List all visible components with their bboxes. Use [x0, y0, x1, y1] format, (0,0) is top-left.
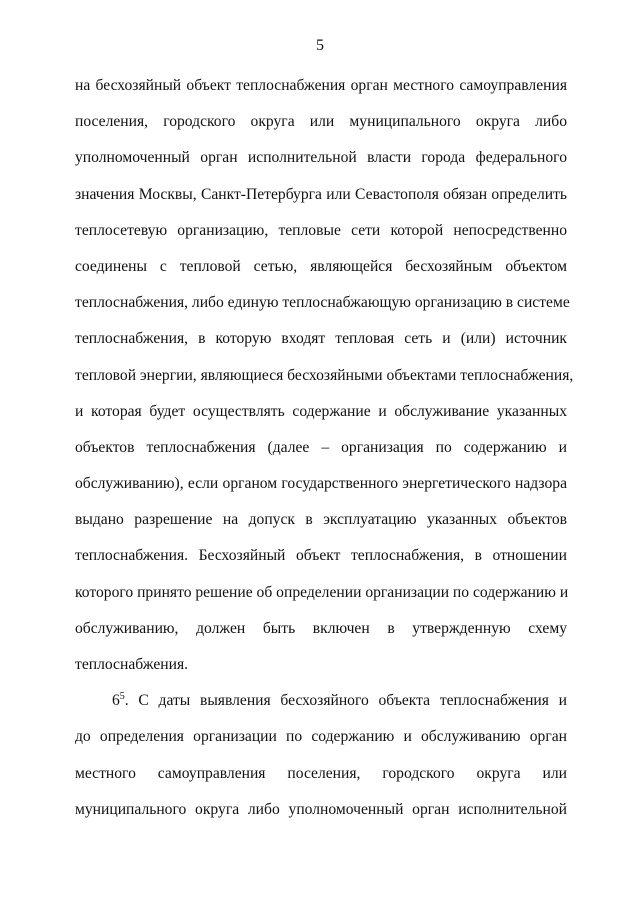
text-line: тепловой энергии, являющиеся бесхозяйными объектами теплоснабжения,: [75, 366, 574, 384]
text-line: теплоснабжения.: [75, 656, 189, 673]
text-line: поселения, городского округа или муниципального округа либо: [75, 113, 567, 131]
text-line: до определения организации по содержанию и обслуживанию орган: [75, 728, 567, 746]
document-body: [75, 68, 574, 828]
text-line: и которая будет осуществлять содержание и обслуживание указанных: [75, 402, 567, 420]
text-line: значения Москвы, Санкт-Петербурга или Севастополя обязан определить: [75, 185, 567, 203]
text-line: теплоснабжения. Бесхозяйный объект теплоснабжения, в отношении: [75, 547, 567, 565]
paragraph-1: [75, 68, 574, 683]
text-line: уполномоченный орган исполнительной власти города федерального: [75, 149, 567, 167]
text-line: обслуживанию, должен быть включен в утвержденную схему: [75, 619, 567, 637]
clause-number: 6: [112, 692, 120, 710]
text-line: обслуживанию), если органом государственного энергетического надзора: [75, 475, 567, 493]
text-line: которого принято решение об определении организации по содержанию и: [75, 583, 569, 601]
clause-number-superscript: 5: [119, 691, 125, 703]
text-line: объектов теплоснабжения (далее – организация по содержанию и: [75, 438, 567, 456]
text-line: местного самоуправления поселения, городского округа или: [75, 764, 567, 782]
text-line: теплоснабжения, либо единую теплоснабжающую организацию в системе: [75, 294, 570, 312]
text-line: муниципального округа либо уполномоченный орган исполнительной: [75, 800, 567, 818]
clause-text: . С даты выявления бесхозяйного объекта теплоснабжения и: [124, 692, 567, 710]
text-line: соединены с тепловой сетью, являющейся бесхозяйным объектом: [75, 257, 567, 275]
paragraph-first-line: [75, 683, 567, 719]
paragraph-2: [75, 683, 567, 828]
text-line: выдано разрешение на допуск в эксплуатацию указанных объектов: [75, 511, 567, 529]
text-line: на бесхозяйный объект теплоснабжения орган местного самоуправления: [75, 77, 567, 94]
text-line: теплоснабжения, в которую входят тепловая сеть и (или) источник: [75, 330, 567, 348]
text-line: теплосетевую организацию, тепловые сети которой непосредственно: [75, 221, 567, 239]
page-number: 5: [316, 37, 324, 54]
